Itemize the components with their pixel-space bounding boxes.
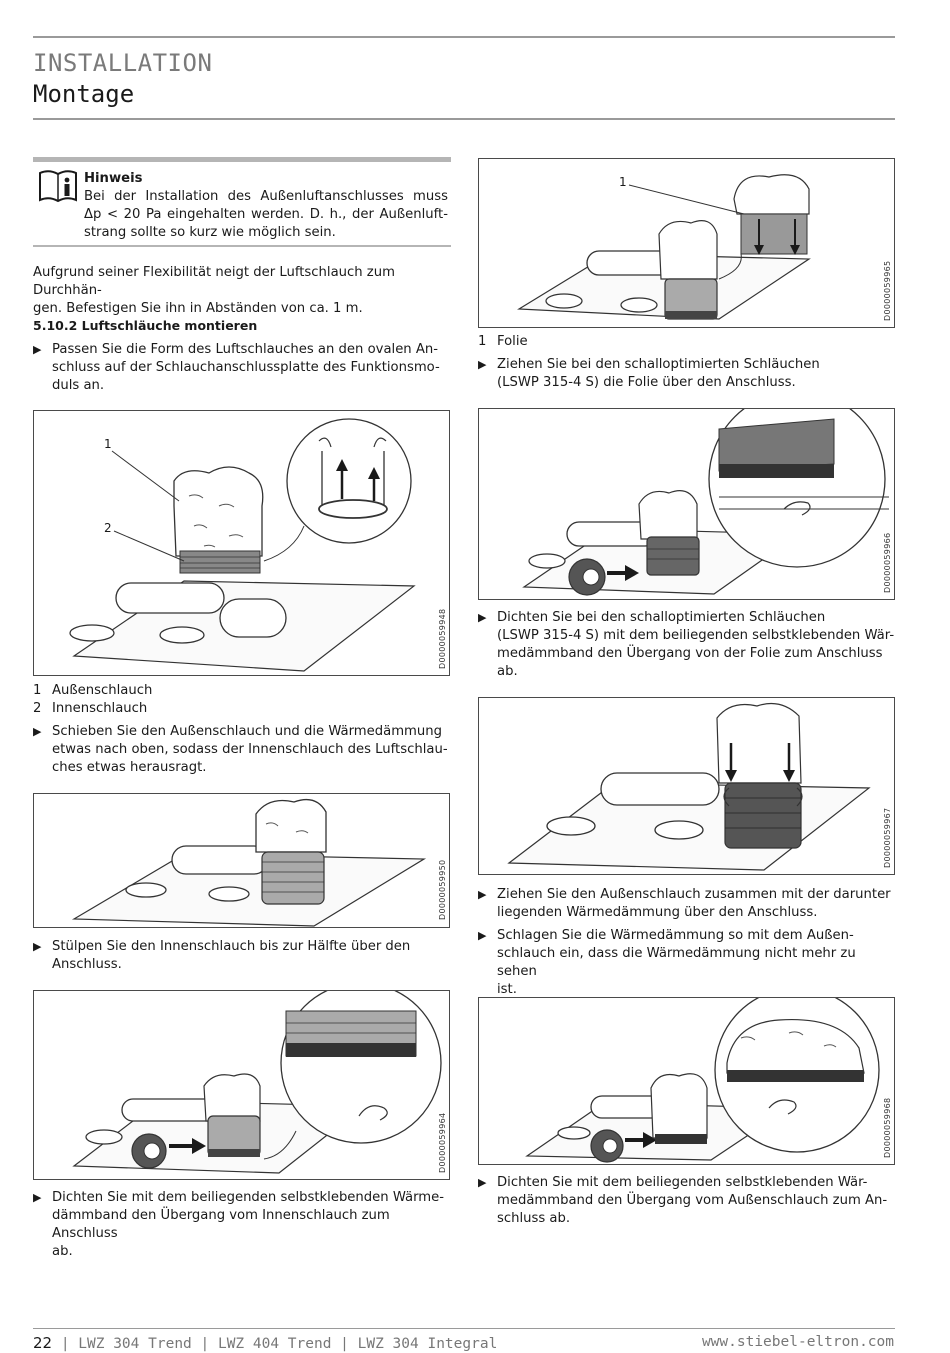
step-right-1 (478, 356, 896, 392)
bullet-triangle-icon: ▶ (478, 1176, 487, 1189)
figure-foil (478, 158, 895, 328)
step-line: Dichten Sie bei den schalloptimierten Schläuchen (497, 610, 826, 625)
step-line: medämmband den Übergang von der Folie zum Anschluss (497, 646, 883, 661)
step-right-5 (478, 1174, 896, 1228)
step-line: Passen Sie die Form des Luftschlauches an den ovalen An- (52, 342, 438, 357)
step-left-2 (33, 723, 451, 777)
figure-tape-foil (478, 408, 895, 600)
step-line: Schieben Sie den Außenschlauch und die Wärmedämmung (52, 724, 442, 739)
step-line: Ziehen Sie den Außenschlauch zusammen mit der darunter (497, 887, 891, 902)
bullet-triangle-icon: ▶ (478, 611, 487, 624)
note-line: Δp < 20 Pa eingehalten werden. D. h., der Außenluft- (84, 207, 448, 222)
figure-inner-hose (33, 793, 450, 928)
figure-hose-lift (33, 410, 450, 676)
step-line: medämmband den Übergang vom Außenschlauch zum An- (497, 1193, 888, 1208)
legend-item (478, 333, 896, 351)
step-line: schluss ab. (497, 1211, 571, 1226)
figure-id: D0000059950 (438, 859, 447, 920)
step-line: etwas nach oben, sodass der Innenschlauch des Luftschlau- (52, 742, 448, 757)
footer-left (33, 1334, 497, 1352)
note-bottom-line (33, 245, 451, 247)
figure-tape-inner (33, 990, 450, 1180)
bullet-triangle-icon: ▶ (33, 343, 42, 356)
step-line: schlauch ein, dass die Wärmedämmung nicht mehr zu sehen (497, 946, 856, 979)
top-rule (33, 36, 895, 38)
legend-text: Außenschlauch (52, 683, 153, 698)
legend-item (33, 682, 451, 700)
info-book-icon (37, 169, 79, 203)
step-line: Schlagen Sie die Wärmedämmung so mit dem Außen- (497, 928, 854, 943)
figure-id: D0000059948 (438, 608, 447, 669)
footer-models: | LWZ 304 Trend | LWZ 404 Trend | LWZ 304 Integral (60, 1336, 498, 1352)
note-line: strang sollte so kurz wie möglich sein. (84, 225, 336, 240)
footer-url: www.stiebel-eltron.com (701, 1334, 894, 1350)
step-line: ab. (497, 664, 518, 679)
figure-id: D0000059965 (883, 260, 892, 321)
step-line: Dichten Sie mit dem beiliegenden selbstklebenden Wär- (497, 1175, 868, 1190)
section-heading: 5.10.2 Luftschläuche montieren (33, 318, 258, 333)
header-rule (33, 118, 895, 120)
step-line: Stülpen Sie den Innenschlauch bis zur Hälfte über den (52, 939, 411, 954)
figure-id: D0000059966 (883, 532, 892, 593)
intro-line: gen. Befestigen Sie ihn in Abständen von ca. 1 m. (33, 301, 363, 316)
bullet-triangle-icon: ▶ (33, 725, 42, 738)
bullet-triangle-icon: ▶ (33, 1191, 42, 1204)
step-line: dämmband den Übergang vom Innenschlauch zum Anschluss (52, 1208, 390, 1241)
figure-id: D0000059968 (883, 1097, 892, 1158)
section-label: INSTALLATION (33, 49, 213, 77)
callout-1: 1 (619, 175, 627, 189)
bullet-triangle-icon: ▶ (478, 929, 487, 942)
legend-number: 1 (478, 334, 487, 349)
note (84, 170, 448, 242)
note-top-bar (33, 157, 451, 162)
bullet-triangle-icon: ▶ (478, 358, 487, 371)
bullet-triangle-icon: ▶ (33, 940, 42, 953)
figure-outer-hose-pull (478, 697, 895, 875)
step-right-2 (478, 609, 896, 681)
legend-text: Folie (497, 334, 528, 349)
page-title: Montage (33, 80, 135, 108)
legend-number: 2 (33, 701, 42, 716)
step-line: (LSWP 315-4 S) mit dem beiliegenden selbstklebenden Wär- (497, 628, 895, 643)
figure-tape-outer (478, 997, 895, 1165)
step-line: Dichten Sie mit dem beiliegenden selbstklebenden Wärme- (52, 1190, 444, 1205)
step-left-1 (33, 341, 451, 395)
step-line: ab. (52, 1244, 73, 1259)
step-line: ist. (497, 982, 517, 997)
intro-line: Aufgrund seiner Flexibilität neigt der Luftschlauch zum Durchhän- (33, 265, 395, 298)
callout-1: 1 (104, 437, 112, 451)
step-line: schluss auf der Schlauchanschlussplatte des Funktionsmo- (52, 360, 440, 375)
legend-text: Innenschlauch (52, 701, 148, 716)
legend-number: 1 (33, 683, 42, 698)
figure-id: D0000059964 (438, 1112, 447, 1173)
figure-id: D0000059967 (883, 807, 892, 868)
bullet-triangle-icon: ▶ (478, 888, 487, 901)
step-line: Ziehen Sie bei den schalloptimierten Schläuchen (497, 357, 820, 372)
note-heading: Hinweis (84, 171, 143, 186)
step-right-4 (478, 927, 896, 999)
step-left-4 (33, 1189, 451, 1261)
legend-item (33, 700, 451, 718)
step-line: duls an. (52, 378, 105, 393)
step-right-3 (478, 886, 896, 922)
callout-2: 2 (104, 521, 112, 535)
footer-rule (33, 1328, 895, 1329)
page-number: 22 (33, 1334, 53, 1352)
step-line: liegenden Wärmedämmung über den Anschluss. (497, 905, 818, 920)
step-line: Anschluss. (52, 957, 122, 972)
note-line: Bei der Installation des Außenluftanschlusses muss (84, 189, 448, 204)
step-line: ches etwas herausragt. (52, 760, 207, 775)
step-left-3 (33, 938, 451, 974)
step-line: (LSWP 315-4 S) die Folie über den Anschluss. (497, 375, 796, 390)
intro-paragraph (33, 264, 451, 318)
